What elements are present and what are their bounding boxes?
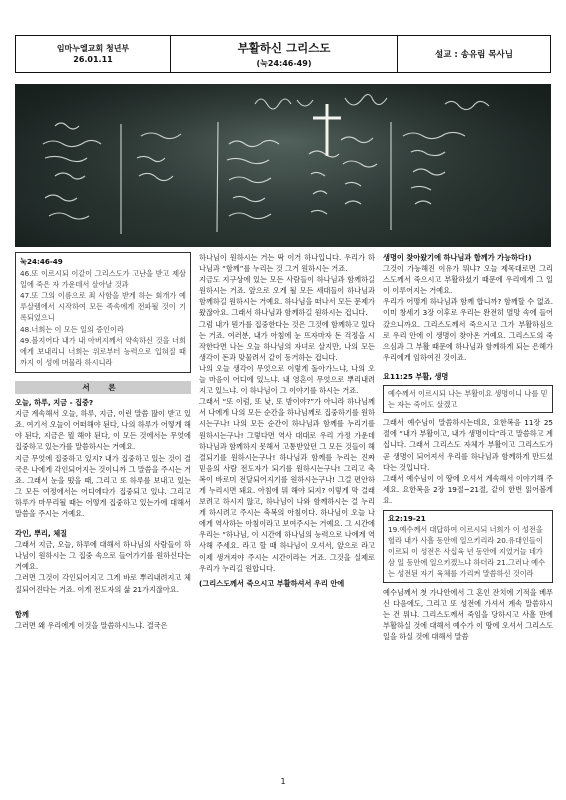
- sermon-title: 부활하신 그리스도: [237, 40, 331, 55]
- paragraph: 그래서 “또 이럼, 또 낮, 또 밤이야?”가 아니라 하나님께서 나에게 나의 모든 순간을 하나님께로 집중하기를 원하시는구나! 나의 모든 순간이 하나님과 함께를 누리기를 원하시는구나! 그렇다면 역사 대대로 우리 가정 가운데 하나님과 함께하지 못해서 고통받았던 그 모든 것들이 해결되기를 원하시는구나! 하나님과 함께를 누리는 진짜 믿음의 사람 전도자가 되기를 원하시는구나! 그리고 축복이 바로미 전달되어지기를 원하시는구나! 그걸 편안하게 누리시면 돼요. 아침에 뭐 해야 되지? 이렇게 막 걸래보려고 하시지 않고, 하나님이 나와 함께하시는 걸 누리게 하시려고 주시는 축복의 아침이다. 하나님이 오늘 나에게 역사하는 아침이라고 보여주시는 거예요. 그 시간에 우리는 “하나님, 이 시간에 하나님의 능력으로 나에게 역사해 주세요. 라고 할 때 하나님이 오셔서, 앞으로 라고 이제 생겨져야 주시는 시간이라는 거죠. 그것을 실제로 우리가 누리길 원합니다.: [199, 397, 375, 573]
- scripture-reference: (눅24:46-49): [256, 58, 312, 68]
- section-heading: 오늘, 하루, 지금 - 집중?: [15, 398, 94, 408]
- scripture-box-title: 눅24:46-49: [20, 257, 63, 266]
- bulletin-date: 26.01.11: [73, 55, 113, 64]
- paragraph: 우리가 어떻게 하나님과 함께 합니까? 함께할 수 없죠. 이미 창세기 3장 이후로 우리는 완전히 멸망 속에 들어갔으니까요. 그리스도께서 죽으시고 그가 부활하심으로 우리 안에 이 생명이 찾아온 거예요. 그리스도의 죽으심과 그 부활 때문에 하나님과 함께하게 되는 은혜가 우리에게 임하여진 것이죠.: [383, 297, 553, 362]
- introduction-heading: 서 론: [15, 381, 191, 394]
- paragraph: 지금도 지구상에 있는 모든 사람들이 하나님과 함께하길 원하시는 거죠. 앞으로 오게 될 모든 세대들이 하나님과 함께하길 원하시는 거예요. 하나님을 떠나서 모든 문제가 왔잖아요. 그래서 하나님과 함께하길 원하시는 겁니다.: [199, 275, 375, 318]
- section-heading: 생명이 찾아왔기에 하나님과 함께가 가능하다!): [383, 253, 532, 262]
- paragraph: 그래서 예수님이 이 땅에 오셔서 계속해서 이야기해 주세요. 요한복음 2장 19절~21절, 같이 한번 읽어볼게요.: [383, 473, 553, 505]
- verse-46: 46.또 이르시되 이같이 그리스도가 고난을 받고 제삼일에 죽은 자 가운데서 살아날 것과: [20, 269, 186, 290]
- section-heading: 함께: [15, 609, 29, 619]
- column-3: [383, 252, 553, 642]
- scripture-quote: 예수께서 이르시되 나는 부활이요 생명이니 나를 믿는 자는 죽어도 살겠고: [383, 385, 553, 413]
- page-number: 1: [280, 777, 286, 786]
- scripture-quote: 19.예수께서 대답하여 이르시되 너희가 이 성전을 헐라 내가 사흘 동안에 일으키리라 20.유대인들이 이르되 이 성전은 사십육 년 동안에 지었거늘 네가 삼 일 동안에 일으키겠느냐 하더라 21.그러나 예수는 성전된 자기 육체를 가리켜 말씀하신 것이라: [388, 525, 546, 579]
- paragraph: 예수님께서 첫 가나안에서 그 혼인 잔치에 기적을 베푸신 다음에도, 그리고 또 성전에 가셔서 계속 말씀하시는 건 뭐냐. 그리스도께서 죽임을 당하시고 사흘 만에 부활하실 것에 대해서 예수가 이 땅에 오셔서 그리스도 일을 하실 것에 대해서 말씀: [383, 587, 553, 641]
- column-1: [15, 252, 191, 631]
- section-heading: 각인, 뿌리, 체질: [15, 529, 68, 539]
- paragraph: 그러면 그것이 각인되어지고 그게 바로 뿌리내려지고 체질되어진다는 거죠. 이게 전도자의 삶 21가지잖아요.: [15, 573, 191, 594]
- scripture-quote-box: [383, 510, 553, 583]
- verse-47: 47.또 그의 이름으로 죄 사함을 받게 하는 회개가 예루살렘에서 시작하여 모든 족속에게 전파될 것이 기록되었으니: [20, 291, 186, 323]
- church-name: 임마누엘교회 청년부: [56, 44, 130, 53]
- header-right: [398, 36, 550, 72]
- bulletin-header: [15, 35, 551, 73]
- header-left: [16, 36, 171, 72]
- preacher-name: 설교 : 송유림 목사님: [435, 50, 513, 60]
- paragraph: 나의 오늘 생각이 무엇으로 이렇게 돌아가느냐, 나의 오늘 마음이 어디에 있느냐. 내 영혼이 무엇으로 뿌리내려지고 있느냐. 이 하나님이 그 이야기를 하시는 거죠.: [199, 363, 375, 396]
- paragraph: 그래서 예수님이 말씀하시는데요, 요한복음 11장 25절에 “내가 부활이고, 내가 생명이다”라고 말씀하고 계십니다. 그래서 그리스도 자체가 부활이고 그리스도가 곧 생명이 되어져서 우리를 하나님과 함께하게 만드셨다는 것입니다.: [383, 418, 553, 472]
- paragraph: 지금 계속해서 오늘, 하루, 지금, 이런 말씀 많이 받고 있죠. 여기서 오늘이 어떠해야 된다, 나의 하루가 어떻게 해야 된다, 지금은 뭘 해야 된다, 이 모든 것에서는 무엇에 집중하고 있는가를 말씀하시는 거예요.: [15, 409, 191, 452]
- verse-49: 49.볼지어다 내가 내 아버지께서 약속하신 것을 너희에게 보내리니 너희는 위로부터 능력으로 입혀질 때까지 이 성에 머물라 하시니라: [20, 335, 186, 367]
- scripture-box: [15, 252, 191, 373]
- paragraph: 하나님이 원하시는 거는 딱 이거 하나입니다. 우리가 하나님과 “함께”를 누리는 것 그거 원하시는 거죠.: [199, 253, 375, 274]
- section-heading: 요11:25 부활, 생명: [383, 371, 449, 381]
- paragraph: 그래서 지금, 오늘, 하루에 대해서 하나님의 사람들이 하나님이 원하시는 그 집중 속으로 들어가기를 원하신다는 거예요.: [15, 540, 191, 572]
- paragraph: 지금 무엇에 집중하고 있지? 내가 집중하고 있는 것이 결국은 나에게 각인되어지는 것이니까 그 말씀을 주시는 거죠. 그래서 눈을 떴을 때, 그리고 또 하루를 보내고 있는 그 모든 여정에서는 어디에다가 집중되고 있냐. 그리고 하루가 마무리될 때는 어떻게 집중하고 있는가에 대해서 말씀을 주시는 거예요.: [15, 453, 191, 518]
- chalkboard-drawing: [15, 84, 551, 247]
- paragraph: 그것이 가능해진 이유가 뭐냐? 오늘 제목대로면 그리스도께서 죽으시고 부활하셨기 때문에 우리에게 그 일이 이루어지는 거예요.: [383, 264, 553, 296]
- verse-48: 48.너희는 이 모든 일의 증인이라: [20, 324, 124, 334]
- section-heading: (그리스도께서 죽으시고 부활하셔서 우리 안에: [199, 578, 345, 588]
- paragraph: 그럼 내가 뭔가를 집중한다는 것은 그것에 함께하고 있다는 거죠. 여러분, 내가 아침에 눈 뜨자마자 돈 걱정을 시작한다면 나는 오늘 하나님의 자녀로 살지만, 나의 모든 생각이 돈과 맞물려서 같이 동거하는 겁니다.: [199, 319, 375, 362]
- section-heading: 요2:19-21: [388, 513, 426, 523]
- paragraph: 그러면 왜 우리에게 이것을 말씀하시느냐. 결국은: [15, 620, 168, 630]
- chalkboard-photo: [15, 84, 551, 247]
- column-2: [199, 252, 375, 589]
- header-center: [171, 36, 398, 72]
